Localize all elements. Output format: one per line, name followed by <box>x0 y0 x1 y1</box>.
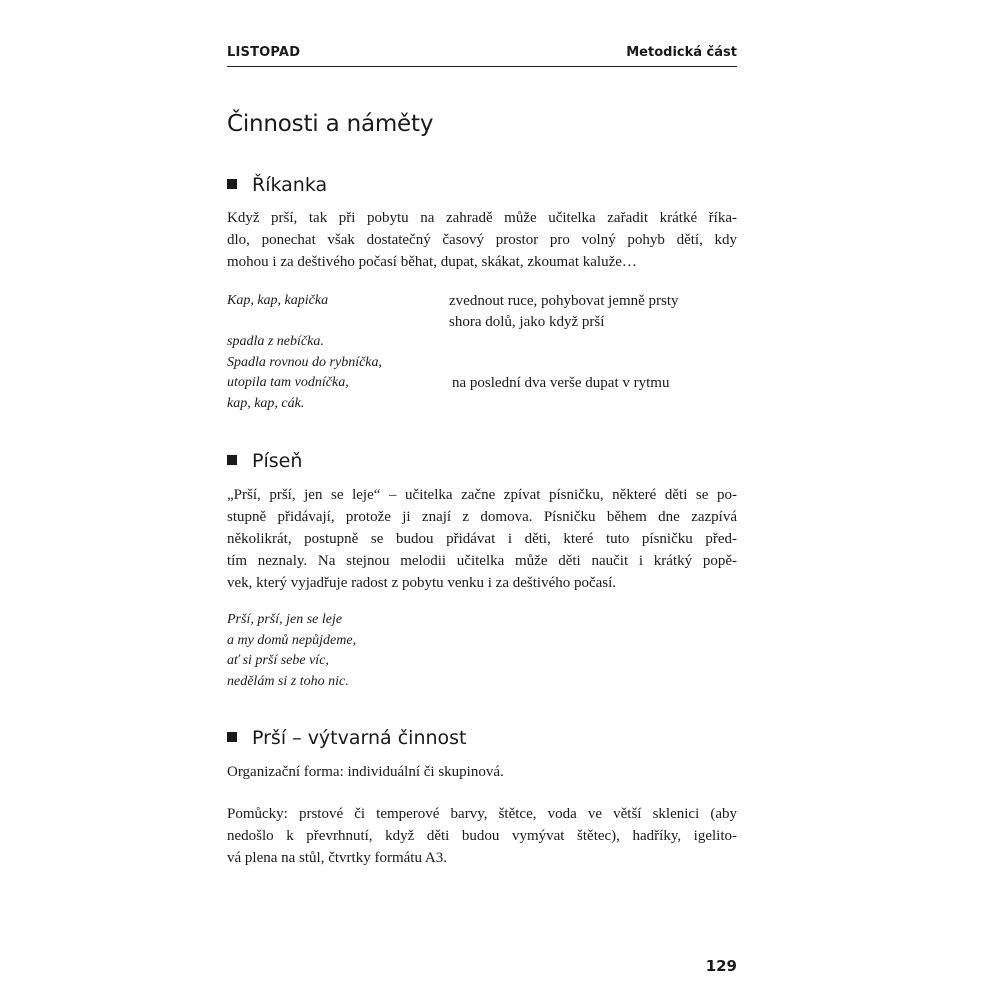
rikanka-note-1 <box>449 291 679 333</box>
heading-pisen: Píseň <box>227 450 302 472</box>
heading-rikanka: Říkanka <box>227 174 327 196</box>
square-bullet-icon <box>227 732 237 742</box>
text-line: Když prší, tak při pobytu na zahradě může učitelka zařadit krátké říka- <box>227 210 737 226</box>
page-number: 129 <box>705 957 737 975</box>
text-line: dlo, ponechat však dostatečný časový prostor pro volný pohyb dětí, kdy <box>227 232 737 248</box>
text-line: stupně přidávají, protože ji znají z domova. Písničku během dne zazpívá <box>227 509 737 525</box>
text-line: „Prší, prší, jen se leje“ – učitelka začne zpívat písničku, některé děti se po- <box>227 487 737 503</box>
text-line: tím neznaly. Na stejnou melodii učitelka může děti naučit i krátký popě- <box>227 553 737 569</box>
poem-line: kap, kap, cák. <box>227 395 305 411</box>
heading-vytvarna: Prší – výtvarná činnost <box>227 727 467 749</box>
poem-line: utopila tam vodníčka, <box>227 375 349 390</box>
text-line: vek, který vyjadřuje radost z pobytu venku i za deštivého počasí. <box>227 575 617 591</box>
pisen-song <box>227 610 356 692</box>
text-line: Organizační forma: individuální či skupinová. <box>227 764 504 780</box>
text-line: mohou i za deštivého počasí běhat, dupat, skákat, zkoumat kaluže… <box>227 254 637 270</box>
song-line: Prší, prší, jen se leje <box>227 612 343 627</box>
running-header <box>227 44 737 67</box>
song-line: nedělám si z toho nic. <box>227 673 349 689</box>
song-line: ať si prší sebe víc, <box>227 653 329 668</box>
pisen-paragraph <box>227 484 737 594</box>
rikanka-poem <box>227 332 382 414</box>
poem-line: Spadla rovnou do rybníčka, <box>227 354 383 370</box>
section-label: Metodická část <box>626 45 737 60</box>
text-line: několikrát, postupně se budou přidávat i děti, které tuto písničku před- <box>227 531 737 547</box>
text-line: shora dolů, jako když prší <box>449 314 605 330</box>
page-title: Činnosti a náměty <box>227 111 434 137</box>
rikanka-note-2: na poslední dva verše dupat v rytmu <box>452 375 670 391</box>
text-line: Pomůcky: prstové či temperové barvy, štětce, voda ve větší sklenici (aby <box>227 806 737 822</box>
vytvarna-form <box>227 761 737 783</box>
text-line: nedošlo k převrhnutí, když děti budou vymývat štětec), hadříky, igelito- <box>227 828 737 844</box>
rikanka-intro <box>227 207 737 273</box>
rikanka-poem-first-line: Kap, kap, kapička <box>227 293 329 308</box>
book-page <box>227 0 737 1000</box>
text-line: zvednout ruce, pohybovat jemně prsty <box>449 293 679 309</box>
square-bullet-icon <box>227 179 237 189</box>
square-bullet-icon <box>227 455 237 465</box>
chapter-label: LISTOPAD <box>227 45 301 60</box>
song-line: a my domů nepůjdeme, <box>227 632 357 648</box>
text-line: vá plena na stůl, čtvrtky formátu A3. <box>227 850 447 866</box>
poem-line: spadla z nebíčka. <box>227 334 324 349</box>
vytvarna-pomucky <box>227 803 737 869</box>
